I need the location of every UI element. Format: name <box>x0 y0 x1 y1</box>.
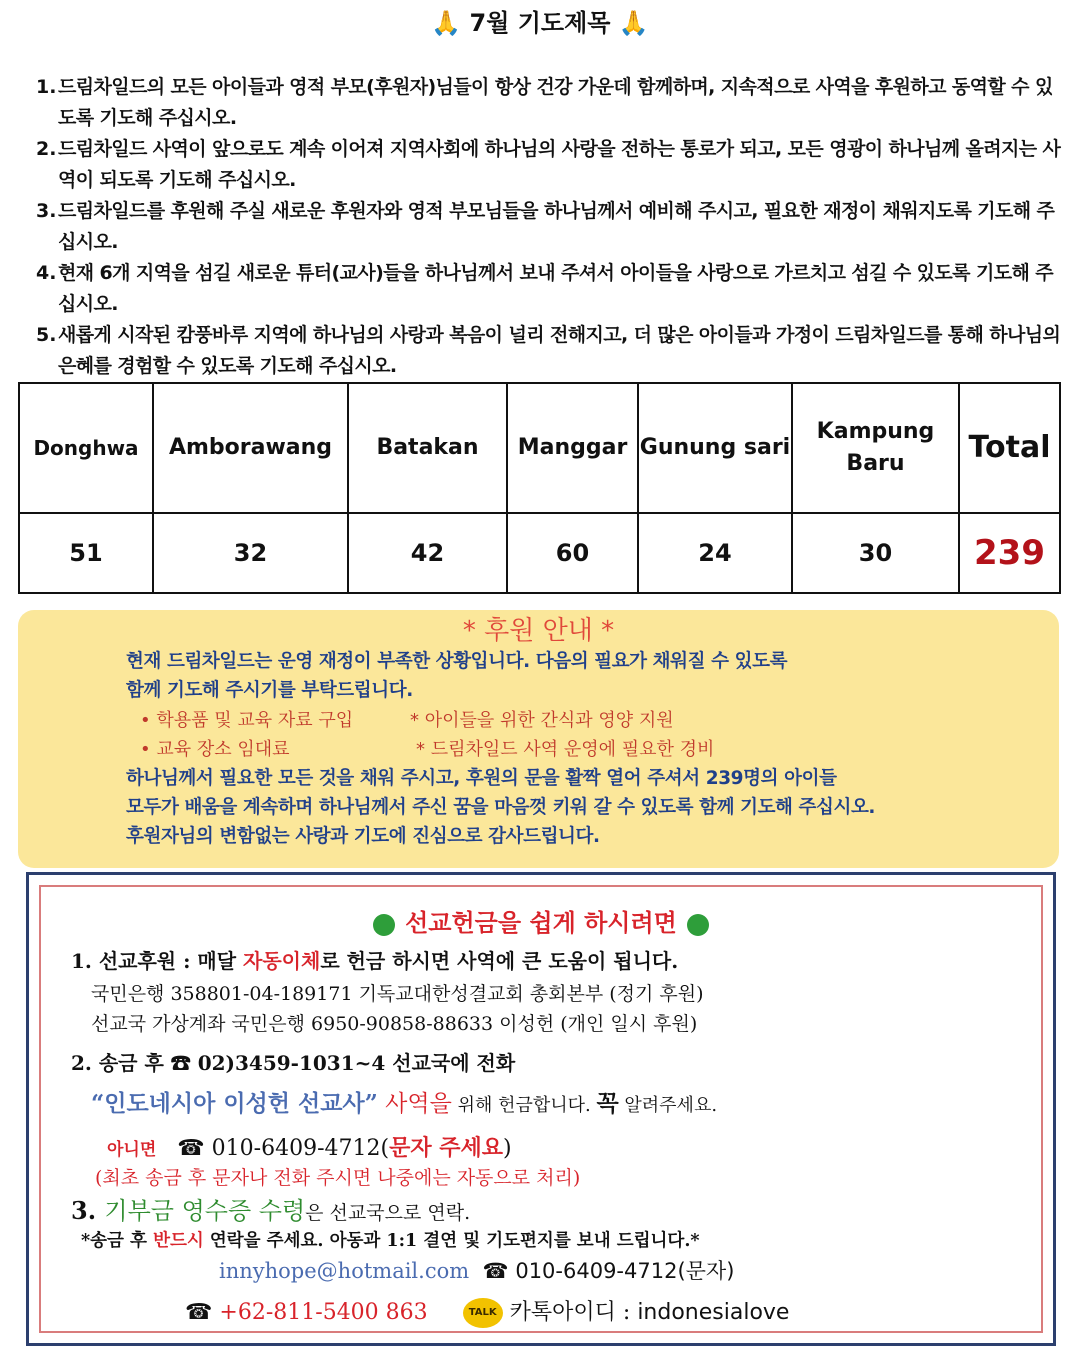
alt-label: 아니면 <box>107 1140 157 1160</box>
alt-contact-line <box>107 1131 512 1162</box>
missionary-name-text: “인도네시아 이성헌 선교사” <box>91 1090 378 1117</box>
green-dot-icon <box>687 914 709 936</box>
mission-call-text: 선교국에 전화 <box>392 1051 516 1075</box>
support-closing-line: 하나님께서 필요한 모든 것을 채워 주시고, 후원의 문을 활짝 열어 주셔서 239명의 아이들 <box>126 768 837 789</box>
prayer-text: 드림차일드 사역이 앞으로도 계속 이어져 지역사회에 하나님의 사랑을 전하는 통로가 되고, 모든 영광이 하나님께 올려지는 사역이 되도록 기도해 주십시오. <box>58 138 1061 191</box>
value-cell-total: 239 <box>959 513 1060 593</box>
must-contact-text: 반드시 <box>153 1231 204 1251</box>
receipt-text: 기부금 영수증 수령 <box>104 1197 306 1225</box>
offering-heading-text: 선교헌금을 쉽게 하시려면 <box>405 908 677 937</box>
value-cell: 30 <box>792 513 959 593</box>
section-1-text: 로 헌금 하시면 사역에 큰 도움이 됩니다. <box>320 949 679 973</box>
kakao-label: 카톡아이디 : <box>509 1300 638 1325</box>
prayer-list <box>36 72 1066 382</box>
section-3-line <box>71 1191 470 1226</box>
prayer-number: 5. <box>36 324 57 346</box>
text-phone: ☎ 010-6409-4712(문자) <box>482 1259 735 1283</box>
kakaotalk-icon: TALK <box>463 1298 503 1328</box>
remit-notice-a: *송금 후 <box>81 1231 154 1251</box>
offering-text: 위해 헌금합니다. <box>451 1095 597 1116</box>
table-header-row <box>19 383 1060 513</box>
contact-line <box>219 1255 734 1285</box>
support-intro-line: 함께 기도해 주시기를 부탁드립니다. <box>126 680 413 701</box>
table-row <box>19 513 1060 593</box>
account-line-1: 국민은행 358801-04-189171 기독교대한성결교회 총회본부 (정기 후원) <box>91 983 704 1005</box>
email-link[interactable]: innyhope@hotmail.com <box>219 1259 470 1283</box>
section-1-label: 1. 선교후원 : 매달 <box>71 949 244 973</box>
prayer-text: 현재 6개 지역을 섬길 새로운 튜터(교사)들을 하나님께서 보내 주셔서 아이들을 사랑으로 가르치고 섬길 수 있도록 기도해 주십시오. <box>58 262 1053 315</box>
value-cell: 32 <box>153 513 348 593</box>
prayer-item <box>36 72 1066 134</box>
value-cell: 42 <box>348 513 507 593</box>
alt-close-paren: ) <box>503 1136 512 1161</box>
remit-notice <box>81 1227 700 1252</box>
section-2-line <box>71 1047 515 1076</box>
header-cell: Amborawang <box>153 383 348 513</box>
header-cell: Manggar <box>507 383 638 513</box>
must-text: 꼭 <box>596 1090 619 1117</box>
kakao-id: indonesialove <box>637 1300 790 1325</box>
offering-heading <box>29 903 1053 938</box>
notify-text: 알려주세요. <box>618 1095 718 1116</box>
prayer-text: 드림차일드를 후원해 주실 새로운 후원자와 영적 부모님들을 하나님께서 예비해 주시고, 필요한 재정이 채워지도록 기도해 주십시오. <box>58 200 1055 253</box>
account-line-2: 선교국 가상계좌 국민은행 6950-90858-88633 이성헌 (개인 일시 후원) <box>91 1013 698 1035</box>
praying-hands-icon: 🙏 <box>431 9 462 37</box>
header-cell: Donghwa <box>19 383 153 513</box>
support-notice <box>18 610 1059 868</box>
prayer-text: 새롭게 시작된 캄풍바루 지역에 하나님의 사랑과 복음이 널리 전해지고, 더 많은 아이들과 가정이 드림차일드를 통해 하나님의 은혜를 경험할 수 있도록 기도해 주십시오. <box>58 324 1061 377</box>
ministry-text: 사역을 <box>377 1091 452 1117</box>
remit-notice-c: 연락을 주세요. 아동과 1:1 결연 및 기도편지를 보내 드립니다.* <box>203 1231 700 1251</box>
receipt-contact-text: 은 선교국으로 연락. <box>305 1202 471 1224</box>
auto-process-note: (최초 송금 후 문자나 전화 주시면 나중에는 자동으로 처리) <box>95 1167 581 1189</box>
region-table <box>18 382 1061 594</box>
support-closing-line: 후원자님의 변함없는 사랑과 기도에 진심으로 감사드립니다. <box>126 826 600 847</box>
alt-phone: ☎ 010-6409-4712( <box>177 1136 390 1161</box>
section-2-message <box>91 1085 717 1118</box>
prayer-number: 3. <box>36 200 57 222</box>
prayer-item <box>36 196 1066 258</box>
indonesia-phone: +62-811-5400 863 <box>219 1300 428 1325</box>
title-text: 7월 기도제목 <box>469 9 611 37</box>
need-item: • 학용품 및 교육 자료 구입 <box>140 710 354 731</box>
prayer-text: 드림차일드의 모든 아이들과 영적 부모(후원자)님들이 항상 건강 가운데 함께하며, 지속적으로 사역을 후원하고 동역할 수 있도록 기도해 주십시오. <box>58 76 1053 129</box>
auto-transfer-text: 자동이체 <box>243 949 321 973</box>
support-heading: * 후원 안내 * <box>462 616 615 646</box>
need-item: * 드림차일드 사역 운영에 필요한 경비 <box>416 739 715 760</box>
section-2-label: 2. 송금 후 ☎ 02)3459-1031~4 <box>71 1051 393 1075</box>
header-cell: Gunung sari <box>638 383 792 513</box>
prayer-item <box>36 134 1066 196</box>
header-cell: Kampung Baru <box>792 383 959 513</box>
green-dot-icon <box>373 914 395 936</box>
praying-hands-icon: 🙏 <box>618 9 649 37</box>
value-cell: 60 <box>507 513 638 593</box>
value-cell: 51 <box>19 513 153 593</box>
prayer-number: 4. <box>36 262 57 284</box>
value-cell: 24 <box>638 513 792 593</box>
need-item: * 아이들을 위한 간식과 영양 지원 <box>410 710 674 731</box>
prayer-item <box>36 320 1066 382</box>
offering-info-box <box>26 872 1056 1346</box>
prayer-number: 1. <box>36 76 57 98</box>
support-intro-line: 현재 드림차일드는 운영 재정이 부족한 상황입니다. 다음의 필요가 채워질 수 있도록 <box>126 651 788 672</box>
header-cell-total: Total <box>959 383 1060 513</box>
need-item: • 교육 장소 임대료 <box>140 739 290 760</box>
support-closing-line: 모두가 배움을 계속하며 하나님께서 주신 꿈을 마음껏 키워 갈 수 있도록 함께 기도해 주십시오. <box>126 797 876 818</box>
prayer-item <box>36 258 1066 320</box>
send-text-message: 문자 주세요 <box>389 1135 504 1161</box>
contact-line-2 <box>185 1295 789 1328</box>
section-1-line <box>71 945 678 974</box>
prayer-number: 2. <box>36 138 57 160</box>
section-3-number: 3. <box>71 1196 105 1225</box>
page-title <box>0 6 1080 40</box>
phone-icon: ☎ <box>185 1300 213 1325</box>
header-cell: Batakan <box>348 383 507 513</box>
